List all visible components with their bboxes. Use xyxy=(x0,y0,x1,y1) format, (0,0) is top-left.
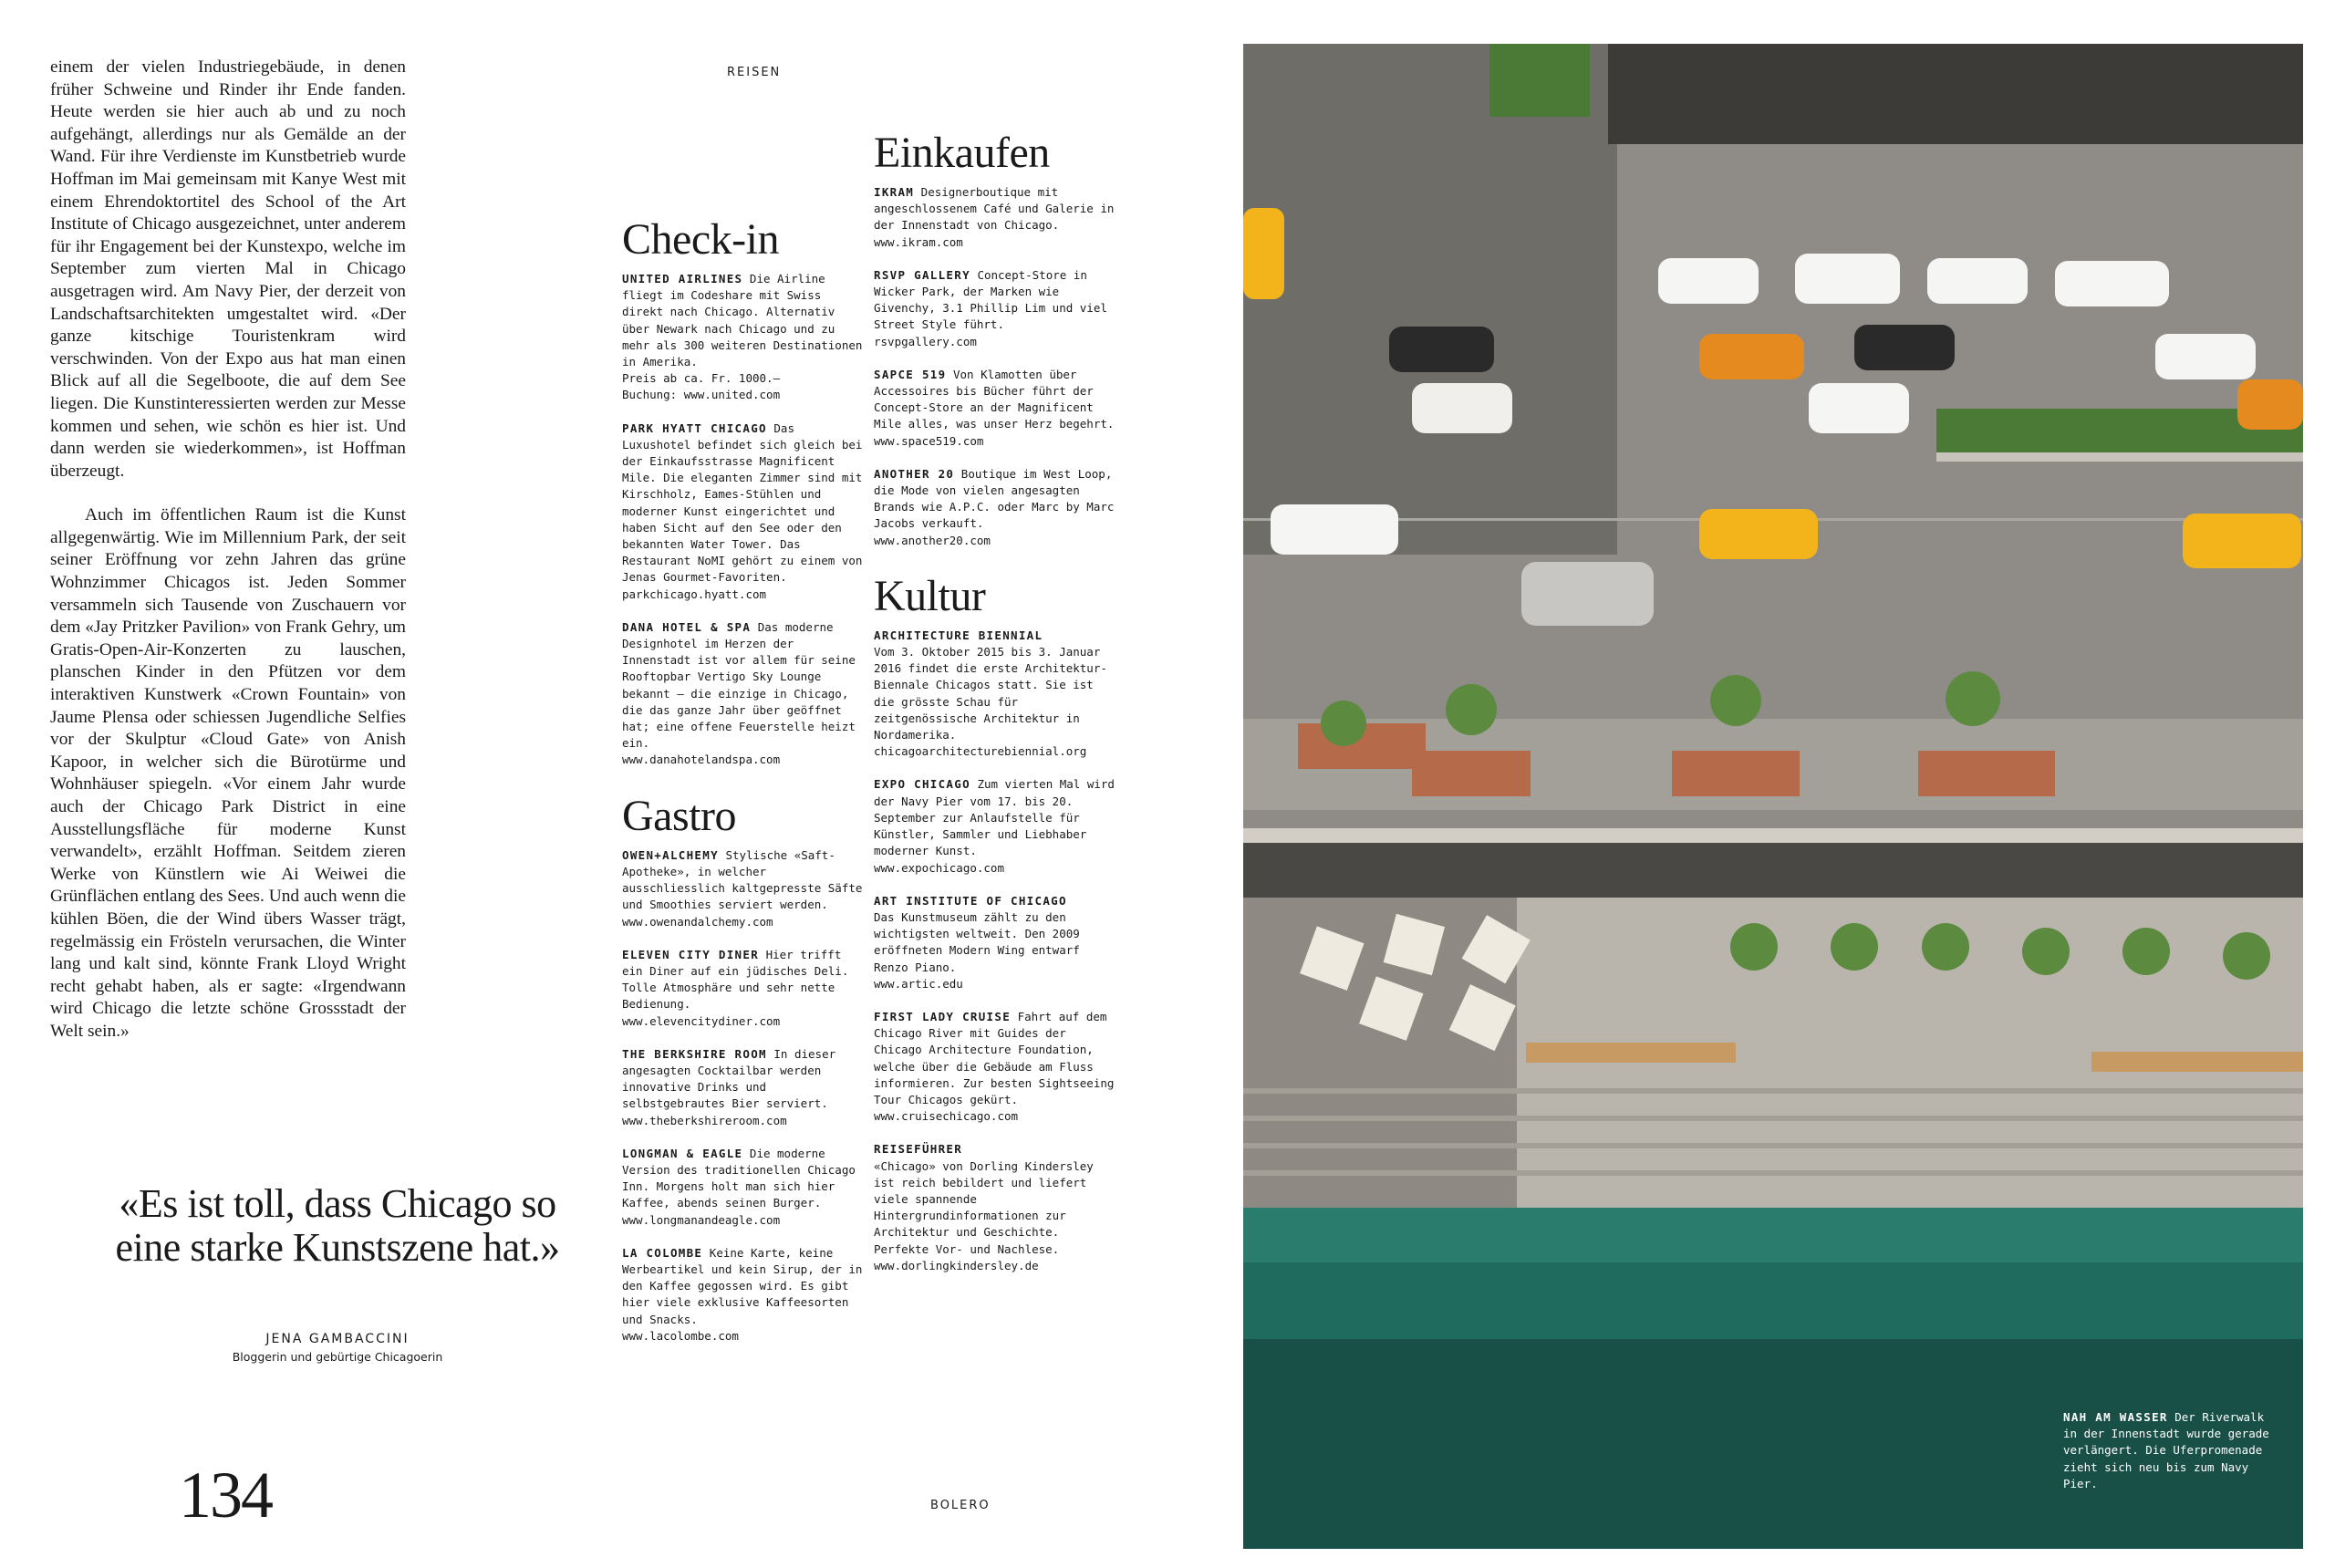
listing-url[interactable]: www.theberkshireroom.com xyxy=(622,1113,787,1127)
article-paragraph: einem der vielen Industriegebäude, in denen früher Schweine und Rinder ihr Ende fanden. Heute werden sie hier auch ab und zu noch aufgehängt, allerdings nur als Gemälde an der Wand. Für ihre Verdienste im Kunstbetrieb wurde Hoffman im Mai gemeinsam mit Kanye West mit einem Ehrendoktortitel des School of the Art Institute of Chicago ausgezeichnet, unter anderem für ihr Engagement bei der Kunstexpo, welche im September zum vierten Mal in Chicago ausgetragen wird. Am Navy Pier, der derzeit von Landschaftsarchitekten umgestaltet wird. «Der ganze kitschige Touristenkram wird verschwinden. Von der Expo aus hat man einen Blick auf all die Segelboote, die auf dem See liegen. Die Kunstinteressierten werden zur Messe kommen und sehen, wie schön es hier ist. Und dann werden sie wiederkommen», ist Hoffman überzeugt. xyxy=(50,57,406,481)
category-title: Check-in xyxy=(622,215,779,264)
category-title: Kultur xyxy=(874,571,986,620)
car xyxy=(1658,258,1759,304)
flower-bed xyxy=(1672,751,1800,796)
listing-url[interactable]: www.danahotelandspa.com xyxy=(622,753,781,767)
listing-description: In dieser angesagten Cocktailbar werden innovative Drinks und selbstgebrautes Bier serviert. xyxy=(622,1046,836,1111)
quote-author: JENA GAMBACCINI xyxy=(265,1332,410,1346)
listing-description: Hier trifft ein Diner auf ein jüdisches Deli. Tolle Atmosphäre und sehr nette Bedienung. xyxy=(622,947,849,1012)
listing-description: Designerboutique mit angeschlossenem Café und Galerie in der Innenstadt von Chicago. xyxy=(874,185,1115,233)
building xyxy=(1608,44,2303,144)
listing-description: Das Luxushotel befindet sich gleich bei der Einkaufsstrasse Magnificent Mile. Die eleganten Zimmer sind mit Kirschholz, Eames-Stühlen und moderner Kunst eingerichtet und haben Sicht auf den See oder den bekannten Water Tower. Das Restaurant NoMI gehört zu einem von Jenas Gourmet-Favoriten. xyxy=(622,421,863,585)
bench xyxy=(2091,1052,2303,1072)
listing-entry xyxy=(622,847,864,930)
listing-entry xyxy=(874,267,1116,350)
tree xyxy=(1321,701,1366,746)
river-water-highlight xyxy=(1243,1208,2303,1262)
listing-description: Zum vierten Mal wird der Navy Pier vom 17. bis 20. September zur Anlaufstelle für Künstler, Sammler und Liebhaber moderner Kunst. xyxy=(874,777,1115,858)
taxi xyxy=(1243,208,1284,299)
listing-description: Das Kunstmuseum zählt zu den wichtigsten weltweit. Den 2009 eröffneten Modern Wing entwarf Renzo Piano. xyxy=(874,909,1080,974)
quote-author-role: Bloggerin und gebürtige Chicagoerin xyxy=(232,1350,443,1364)
listing-entry xyxy=(622,1046,864,1129)
tree xyxy=(1710,675,1761,726)
taxi xyxy=(1699,509,1818,559)
listings-column-right xyxy=(874,128,1116,1296)
car xyxy=(2055,261,2169,306)
listing-entry xyxy=(874,893,1116,992)
listing-name: EXPO CHICAGO xyxy=(874,777,970,792)
listing-name: REISEFÜHRER xyxy=(874,1142,963,1157)
listing-description: Von Klamotten über Accessoires bis Bücher führt der Concept-Store an der Magnificent Mile alles, was unser Herz begehrt. xyxy=(874,367,1115,431)
car xyxy=(2155,334,2256,379)
magazine-name: BOLERO xyxy=(930,1499,991,1512)
car xyxy=(1854,325,1955,370)
page-number: 134 xyxy=(179,1459,272,1532)
listing-url[interactable]: www.ikram.com xyxy=(874,234,963,249)
step xyxy=(1243,1170,2303,1176)
listing-entry xyxy=(622,421,864,603)
listing-name: SAPCE 519 xyxy=(874,367,947,381)
tree xyxy=(2223,932,2270,980)
bench xyxy=(1526,1043,1736,1063)
car xyxy=(1795,254,1900,304)
listing-name: DANA HOTEL & SPA xyxy=(622,619,752,634)
listing-url[interactable]: rsvpgallery.com xyxy=(874,334,977,348)
planter xyxy=(1489,44,1590,117)
listing-entry xyxy=(874,776,1116,876)
car xyxy=(1412,383,1512,433)
car xyxy=(1271,504,1398,555)
listing-name: PARK HYATT CHICAGO xyxy=(622,421,767,435)
listing-url[interactable]: www.owenandalchemy.com xyxy=(622,914,773,929)
listing-url[interactable]: www.longmanandeagle.com xyxy=(622,1212,781,1227)
tree xyxy=(1730,923,1778,971)
riverwalk-overhang xyxy=(1243,843,2303,898)
listing-name: RSVP GALLERY xyxy=(874,267,970,282)
listing-entry xyxy=(874,367,1116,450)
listing-name: THE BERKSHIRE ROOM xyxy=(622,1046,767,1061)
flower-bed xyxy=(1412,751,1531,796)
listing-description: Die moderne Version des traditionellen Chicago Inn. Morgens holt man sich hier Kaffee, abends seinen Burger. xyxy=(622,1146,856,1210)
listing-entry xyxy=(622,1245,864,1345)
listing-entry xyxy=(874,628,1116,761)
listing-name: LONGMAN & EAGLE xyxy=(622,1146,743,1160)
tree xyxy=(2122,928,2170,975)
listing-url[interactable]: chicagoarchitecturebiennial.org xyxy=(874,744,1087,759)
listing-entry xyxy=(874,1009,1116,1125)
listing-name: ARCHITECTURE BIENNIAL xyxy=(874,628,1043,642)
listing-entry xyxy=(874,184,1116,251)
listing-url[interactable]: www.another20.com xyxy=(874,533,991,547)
step xyxy=(1243,1088,2303,1094)
aerial-photo xyxy=(1243,44,2303,1549)
listing-url[interactable]: www.elevencitydiner.com xyxy=(622,1013,781,1028)
listing-name: UNITED AIRLINES xyxy=(622,272,743,286)
pull-quote: «Es ist toll, dass Chicago so eine starke Kunstszene hat.» xyxy=(115,1181,560,1270)
listing-url[interactable]: www.space519.com xyxy=(874,433,984,448)
section-running-head: REISEN xyxy=(727,66,782,79)
listing-description: Vom 3. Oktober 2015 bis 3. Januar 2016 findet die erste Architektur-Biennale Chicagos statt. Sie ist die grösste Schau für zeitgenössische Architektur in Nordamerika. xyxy=(874,645,1107,742)
taxi xyxy=(2237,379,2303,430)
flower-bed xyxy=(1918,751,2055,796)
taxi xyxy=(1699,334,1804,379)
listings-column-middle xyxy=(622,214,864,1366)
listing-url[interactable]: www.dorlingkindersley.de xyxy=(874,1258,1039,1272)
listing-description: Stylische «Saft-Apotheke», in welcher ausschliesslich kaltgepresste Säfte und Smoothies serviert werden. xyxy=(622,847,863,912)
article-paragraph: Auch im öffentlichen Raum ist die Kunst allgegenwärtig. Wie im Millennium Park, der seit seiner Eröffnung vor zehn Jahren das grüne Wohnzimmer Chicagos ist. Jeden Sommer versammeln sich Tausende von Zuschauern vor dem «Jay Pritzker Pavilion» von Frank Gehry, um Gratis-Open-Air-Konzerten zu lauschen, planschen Kinder in den Pfützen vor dem interaktiven Kunstwerk «Crown Fountain» von Jaume Plensa oder schiessen Jugendliche Selfies vor der Skulptur «Cloud Gate» von Anish Kapoor, in welcher sich die Bürotürme und Wohnhäuser spiegeln. «Vor einem Jahr wurde auch der Chicago Park District in eine Ausstellungsfläche für moderne Kunst verwandelt», erzählt Hoffman. Seitdem zieren Werke von Künstlern wie Ai Weiwei die Grünflächen entlang des Sees. Und auch wenn die kühlen Böen, die der Wind übers Wasser trägt, regelmässig ein Frösteln verursachen, die Winter lang und kalt sind, könnte Frank Lloyd Wright recht gehabt haben, als er sagte: «Irgendwann wird Chicago die letzte schöne Grossstadt der Welt sein.» xyxy=(50,505,406,1041)
listing-entry xyxy=(622,619,864,769)
listing-name: IKRAM xyxy=(874,185,915,199)
listing-name: LA COLOMBE xyxy=(622,1245,703,1260)
listing-entry xyxy=(622,1146,864,1229)
car xyxy=(1809,383,1909,433)
taxi xyxy=(2183,514,2301,568)
tree xyxy=(2022,928,2070,975)
listing-url[interactable]: www.expochicago.com xyxy=(874,860,1004,875)
step xyxy=(1243,1116,2303,1121)
article-body xyxy=(50,57,406,1044)
tree xyxy=(1946,671,2000,726)
balustrade xyxy=(1243,828,2303,843)
listing-name: ART INSTITUTE OF CHICAGO xyxy=(874,893,1067,908)
car xyxy=(1521,562,1654,626)
caption-title: NAH AM WASSER xyxy=(2063,1410,2168,1424)
category-title: Einkaufen xyxy=(874,129,1050,177)
listing-description: Concept-Store in Wicker Park, der Marken wie Givenchy, 3.1 Phillip Lim und viel Street Style führt. xyxy=(874,267,1107,332)
listing-description: Die Airline fliegt im Codeshare mit Swiss direkt nach Chicago. Alternativ über Newark nach Chicago und zu mehr als 300 weiteren Destinationen in Amerika. Preis ab ca. Fr. 1000.– Buchung: www.united.com xyxy=(622,272,863,402)
listing-description: Boutique im West Loop, die Mode von vielen angesagten Brands wie A.P.C. oder Marc by Marc Jacobs verkauft. xyxy=(874,466,1115,531)
listing-description: Keine Karte, keine Werbeartikel und kein Sirup, der in den Kaffee gegossen wird. Es gibt hier viele exklusive Kaffeesorten und Snacks. xyxy=(622,1245,863,1326)
listing-url[interactable]: www.lacolombe.com xyxy=(622,1328,739,1343)
listing-description: Das moderne Designhotel im Herzen der Innenstadt ist vor allem für seine Rooftopbar Vertigo Sky Lounge bekannt – die einzige in Chicago, die das ganze Jahr über geöffnet hat; eine offene Feuerstelle heizt ein. xyxy=(622,619,856,751)
listing-name: OWEN+ALCHEMY xyxy=(622,847,719,862)
listing-url[interactable]: www.cruisechicago.com xyxy=(874,1109,1019,1124)
listing-entry xyxy=(874,466,1116,549)
listing-entry xyxy=(874,1141,1116,1274)
caption-text: Der Riverwalk in der Innenstadt wurde gerade verlängert. Die Uferpromenade zieht sich neu bis zum Navy Pier. xyxy=(2063,1410,2269,1490)
tree xyxy=(1446,684,1497,735)
car xyxy=(1927,258,2028,304)
listing-url[interactable]: www.artic.edu xyxy=(874,976,963,991)
listing-entry xyxy=(622,271,864,404)
car xyxy=(1389,327,1494,372)
tree xyxy=(1922,923,1969,971)
listing-entry xyxy=(622,947,864,1030)
tree xyxy=(1831,923,1878,971)
listing-name: FIRST LADY CRUISE xyxy=(874,1009,1012,1023)
planter-curb xyxy=(1936,452,2303,462)
listing-description: Fahrt auf dem Chicago River mit Guides der Chicago Architecture Foundation, welche über die Gebäude am Fluss informieren. Zur besten Sightseeing Tour Chicagos gekürt. xyxy=(874,1009,1115,1106)
listing-name: ELEVEN CITY DINER xyxy=(622,947,760,961)
listing-name: ANOTHER 20 xyxy=(874,466,955,481)
category-title: Gastro xyxy=(622,791,736,840)
photo-caption xyxy=(2063,1409,2273,1492)
listing-url[interactable]: parkchicago.hyatt.com xyxy=(622,587,767,601)
photo-illustration xyxy=(1243,44,2303,1549)
building-shadow xyxy=(1243,44,1617,555)
listing-description: «Chicago» von Dorling Kindersley ist reich bebildert und liefert viele spannende Hintergrundinformationen zur Architektur und Geschichte. Perfekte Vor- und Nachlese. xyxy=(874,1158,1094,1256)
step xyxy=(1243,1143,2303,1148)
